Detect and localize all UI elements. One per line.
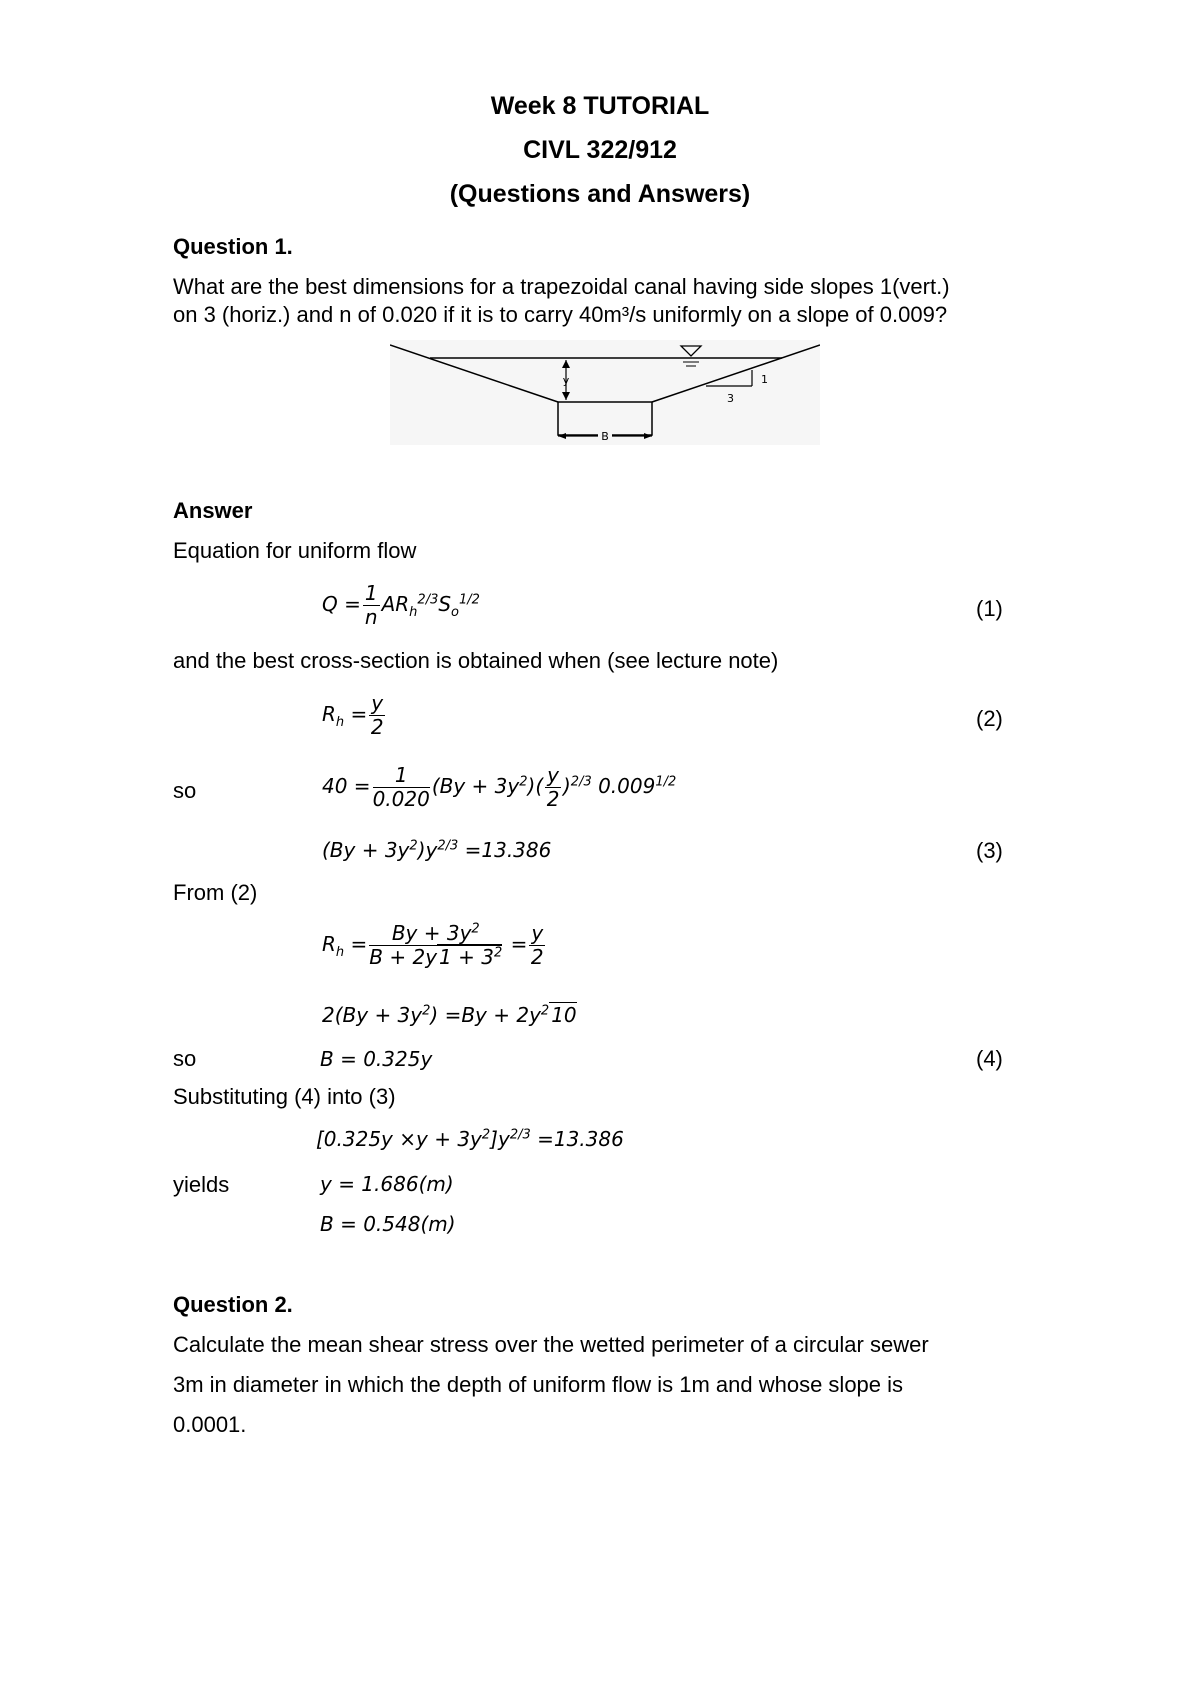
substituting-text: Substituting (4) into (3) xyxy=(173,1084,396,1109)
answer-heading: Answer xyxy=(173,498,253,523)
result-y: y = 1.686(m) xyxy=(320,1172,454,1196)
question-2-line-1: Calculate the mean shear stress over the wetted perimeter of a circular sewer xyxy=(173,1332,929,1357)
base-label: B xyxy=(601,430,609,443)
answer-intro: Equation for uniform flow xyxy=(173,538,417,563)
equation-rh-expanded: $R_h$ = $\frac{By + 3y^2}{B + 2y 1 + 3^2}$ = $\frac{y}{2}$ xyxy=(322,921,544,969)
question-1-line-2: on 3 (horiz.) and n of 0.020 if it is to carry 40m³/s uniformly on a slope of 0.009? xyxy=(173,302,948,327)
question-2-line-2: 3m in diameter in which the depth of uniform flow is 1m and whose slope is xyxy=(173,1372,904,1397)
depth-label: y xyxy=(562,374,570,387)
question-2-heading: Question 2. xyxy=(173,1292,293,1317)
equation-2-number: (2) xyxy=(976,706,1003,731)
equation-3-number: (3) xyxy=(976,838,1003,863)
best-section-text: and the best cross-section is obtained when (see lecture note) xyxy=(173,648,779,673)
result-b: B = 0.548(m) xyxy=(320,1212,456,1236)
equation-1-number: (1) xyxy=(976,596,1003,621)
slope-vert-label: 1 xyxy=(761,373,768,386)
trapezoid-canal-diagram xyxy=(390,340,820,445)
so-label-2: so xyxy=(173,1046,197,1071)
so-label-1: so xyxy=(173,778,197,803)
equation-4-number: (4) xyxy=(976,1046,1003,1071)
question-2-line-3: 0.0001. xyxy=(173,1412,247,1437)
yields-label: yields xyxy=(173,1172,230,1197)
page-subtitle: (Questions and Answers) xyxy=(449,180,751,208)
equation-simplified: $2(By + 3y^2) =By + 2y^2$ 10 xyxy=(322,1003,577,1027)
course-code: CIVL 322/912 xyxy=(523,136,677,164)
equation-substitution: 40 = $\frac{1}{0.020}$ $(By + 3y^2)$( $\frac{y}{2}$ )$^{2/3}$ $0.009^{1/2}$ xyxy=(322,763,677,811)
question-1-heading: Question 1. xyxy=(173,234,293,259)
equation-3: $(By + 3y^2)y^{2/3} =13.386$ xyxy=(322,838,552,862)
slope-horiz-label: 3 xyxy=(727,392,734,405)
equation-2: $R_h$ = $\frac{y}{2}$ xyxy=(322,691,384,739)
equation-substituted: $[0.325y \times y + 3y^2]y^{2/3} =13.386$ xyxy=(316,1127,624,1151)
equation-4: B = 0.325y xyxy=(320,1047,433,1071)
from-2-label: From (2) xyxy=(173,880,258,905)
equation-1: Q = $\frac{1}{n}$ $AR_h^{2/3}S_o^{1/2}$ xyxy=(322,581,480,629)
page-title: Week 8 TUTORIAL xyxy=(490,92,710,120)
question-1-line-1: What are the best dimensions for a trapezoidal canal having side slopes 1(vert.) xyxy=(173,274,950,299)
equation-3-value: =13.386 xyxy=(464,838,552,862)
equation-substituted-value: =13.386 xyxy=(537,1127,624,1151)
